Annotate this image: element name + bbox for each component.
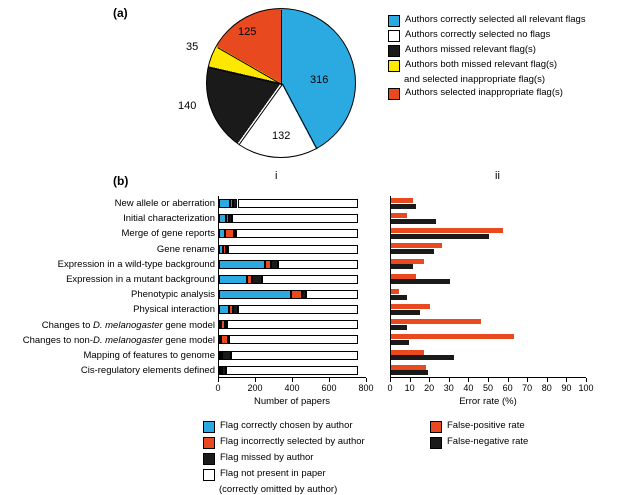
- bar-segment: [391, 264, 413, 269]
- panel-b-label: (b): [113, 174, 129, 188]
- pie-value-132: 132: [272, 130, 291, 142]
- axis-tick: [468, 378, 469, 382]
- legend-item: [203, 420, 413, 433]
- bar-row: [219, 287, 366, 302]
- axis-tick: [218, 378, 219, 382]
- bottom-legend-right: [430, 420, 620, 452]
- chart-error-rate: [387, 196, 594, 408]
- legend-swatch-icon: [203, 421, 215, 433]
- axis-tick-label: 50: [482, 383, 494, 393]
- bar-segment: [227, 320, 358, 329]
- bar-row: [391, 272, 586, 287]
- bar-row: [391, 257, 586, 272]
- bar-segment: [271, 260, 278, 269]
- bar-segment: [219, 275, 247, 284]
- category-label: New allele or aberration: [114, 198, 215, 209]
- bar-row: [391, 196, 586, 211]
- category-label: Changes to non-D. melanogaster gene model: [22, 334, 215, 346]
- bar-segment: [219, 199, 230, 208]
- panel-a: [0, 0, 624, 160]
- legend-swatch-icon: [430, 437, 442, 449]
- legend-item: [203, 436, 413, 449]
- bar-row: [391, 363, 586, 378]
- category-label: Gene rename: [156, 243, 215, 255]
- legend-label: Authors selected inappropriate flag(s): [405, 87, 563, 98]
- panel-a-label: (a): [113, 6, 128, 20]
- legend-item: [388, 29, 624, 42]
- bar-row: [391, 317, 586, 332]
- bar-segment: [391, 259, 424, 264]
- legend-label: Flag missed by author: [220, 452, 314, 463]
- bar-segment: [391, 228, 503, 233]
- legend-label: Authors correctly selected all relevant flags: [405, 14, 586, 25]
- bar-row: [391, 226, 586, 241]
- bar-row: [219, 332, 366, 347]
- bar-segment: [391, 319, 481, 324]
- bar-segment: [391, 304, 430, 309]
- axis-tick-label: 0: [387, 383, 393, 393]
- legend-swatch-icon: [388, 88, 400, 100]
- legend-item: [388, 44, 624, 57]
- bar-segment: [291, 290, 302, 299]
- bar-segment: [391, 370, 428, 375]
- bar-row: [391, 348, 586, 363]
- axis-tick: [429, 378, 430, 382]
- bar-segment: [391, 289, 399, 294]
- bar-segment: [226, 366, 358, 375]
- legend-label: Authors both missed relevant flag(s): [405, 59, 558, 70]
- category-label: Merge of gene reports: [121, 228, 215, 240]
- subpanel-i-label: i: [275, 170, 278, 182]
- axis-tick: [527, 378, 528, 382]
- bar-segment: [252, 275, 262, 284]
- bar-row: [219, 196, 366, 211]
- bar-segment: [219, 214, 226, 223]
- x-axis-title: Number of papers: [253, 396, 331, 407]
- category-label: Mapping of features to genome: [83, 349, 215, 361]
- axis-tick: [508, 378, 509, 382]
- axis-tick: [488, 378, 489, 382]
- bar-segment: [221, 335, 228, 344]
- bar-segment: [236, 229, 358, 238]
- axis-tick-label: 70: [522, 383, 533, 393]
- pie-value-140: 140: [178, 100, 197, 112]
- axis-tick: [410, 378, 411, 382]
- bar-row: [219, 257, 366, 272]
- category-label: Changes to D. melanogaster gene model: [41, 319, 215, 331]
- axis-tick-label: 10: [404, 383, 415, 393]
- pie-legend: [388, 14, 624, 102]
- legend-label: Flag correctly chosen by author: [220, 420, 353, 431]
- axis-tick: [566, 378, 567, 382]
- bar-segment: [391, 350, 424, 355]
- bar-segment: [228, 245, 358, 254]
- legend-label: Flag not present in paper: [220, 468, 326, 479]
- legend-item: [388, 14, 624, 27]
- pie-value-35: 35: [186, 41, 199, 53]
- axis-tick: [586, 378, 587, 382]
- axis-tick-label: 800: [358, 383, 374, 393]
- plot-area: [218, 196, 366, 378]
- bar-segment: [391, 295, 407, 300]
- bar-segment: [231, 351, 358, 360]
- legend-swatch-icon: [203, 469, 215, 481]
- axis-tick: [390, 378, 391, 382]
- pie-chart: [178, 8, 356, 158]
- bar-segment: [391, 355, 454, 360]
- axis-tick: [449, 378, 450, 382]
- bar-row: [391, 211, 586, 226]
- bar-segment: [219, 305, 229, 314]
- bar-segment: [278, 260, 358, 269]
- bar-segment: [391, 334, 514, 339]
- bar-row: [219, 363, 366, 378]
- axis-tick: [255, 378, 256, 382]
- legend-label: False-negative rate: [447, 436, 529, 447]
- category-label: Initial characterization: [123, 213, 215, 225]
- bottom-legend-left: [203, 420, 413, 495]
- axis-tick: [329, 378, 330, 382]
- axis-tick-label: 400: [284, 383, 300, 393]
- legend-label: Authors missed relevant flag(s): [405, 44, 536, 55]
- bar-segment: [219, 260, 265, 269]
- bar-segment: [391, 213, 407, 218]
- bar-segment: [232, 214, 358, 223]
- bar-row: [219, 211, 366, 226]
- axis-tick-label: 200: [247, 383, 263, 393]
- subpanel-ii-label: ii: [495, 170, 500, 182]
- bar-row: [391, 287, 586, 302]
- bar-segment: [225, 229, 235, 238]
- bar-segment: [391, 243, 442, 248]
- bar-segment: [219, 290, 291, 299]
- category-label: Expression in a wild-type background: [57, 258, 215, 270]
- bar-row: [219, 272, 366, 287]
- bar-row: [391, 241, 586, 256]
- pie-slice-divider: [281, 10, 282, 84]
- pie-slice-divider: [217, 47, 282, 85]
- bar-segment: [306, 290, 357, 299]
- axis-tick: [547, 378, 548, 382]
- bar-row: [391, 302, 586, 317]
- legend-swatch-icon: [388, 30, 400, 42]
- axis-tick-label: 60: [502, 383, 513, 393]
- bar-segment: [391, 279, 450, 284]
- legend-item: [388, 59, 624, 72]
- axis-tick-label: 0: [215, 383, 221, 393]
- category-label: Phenotypic analysis: [131, 289, 215, 301]
- category-label: Expression in a mutant background: [66, 273, 215, 285]
- bar-row: [219, 348, 366, 363]
- bar-segment: [391, 249, 434, 254]
- legend-label: Authors correctly selected no flags: [405, 29, 551, 40]
- legend-swatch-icon: [203, 453, 215, 465]
- legend-swatch-icon: [430, 421, 442, 433]
- legend-item: [203, 468, 413, 481]
- axis-tick-label: 100: [578, 383, 594, 393]
- axis-tick-label: 20: [424, 383, 435, 393]
- legend-swatch-icon: [388, 45, 400, 57]
- legend-swatch-icon: [388, 15, 400, 27]
- x-axis-title: Error rate (%): [459, 396, 517, 407]
- bar-row: [219, 226, 366, 241]
- category-axis-labels: [10, 196, 215, 378]
- bar-segment: [391, 204, 416, 209]
- bar-segment: [238, 305, 358, 314]
- category-label: Cis-regulatory elements defined: [80, 365, 215, 377]
- bar-segment: [391, 340, 409, 345]
- bar-segment: [229, 335, 358, 344]
- chart-number-of-papers: [215, 196, 374, 408]
- bar-row: [391, 332, 586, 347]
- legend-label: False-positive rate: [447, 420, 525, 431]
- bar-segment: [391, 325, 407, 330]
- bar-row: [219, 317, 366, 332]
- pie-value-316: 316: [310, 74, 329, 86]
- bar-segment: [391, 198, 413, 203]
- axis-tick-label: 80: [541, 383, 552, 393]
- legend-label-continued: and selected inappropriate flag(s): [404, 74, 546, 85]
- pie-slice-divider: [210, 67, 282, 85]
- pie-value-125: 125: [238, 26, 257, 38]
- axis-tick: [292, 378, 293, 382]
- bar-segment: [222, 351, 231, 360]
- axis-tick-label: 40: [463, 383, 474, 393]
- plot-area: [390, 196, 586, 378]
- bar-segment: [391, 274, 416, 279]
- bar-segment: [238, 199, 358, 208]
- category-label: Physical interaction: [133, 304, 215, 316]
- bar-segment: [391, 234, 489, 239]
- legend-label-continued: (correctly omitted by author): [219, 484, 338, 495]
- bar-segment: [391, 310, 420, 315]
- legend-label: Flag incorrectly selected by author: [220, 436, 365, 447]
- axis-tick: [366, 378, 367, 382]
- legend-swatch-icon: [203, 437, 215, 449]
- legend-item: [203, 452, 413, 465]
- bar-segment: [391, 219, 436, 224]
- legend-item: [388, 87, 624, 100]
- bar-segment: [262, 275, 358, 284]
- legend-item: [430, 420, 620, 433]
- axis-tick-label: 90: [561, 383, 572, 393]
- bar-row: [219, 241, 366, 256]
- bar-row: [219, 302, 366, 317]
- bar-segment: [391, 365, 426, 370]
- legend-swatch-icon: [388, 60, 400, 72]
- legend-item: [430, 436, 620, 449]
- axis-tick-label: 30: [443, 383, 454, 393]
- axis-tick-label: 600: [321, 383, 337, 393]
